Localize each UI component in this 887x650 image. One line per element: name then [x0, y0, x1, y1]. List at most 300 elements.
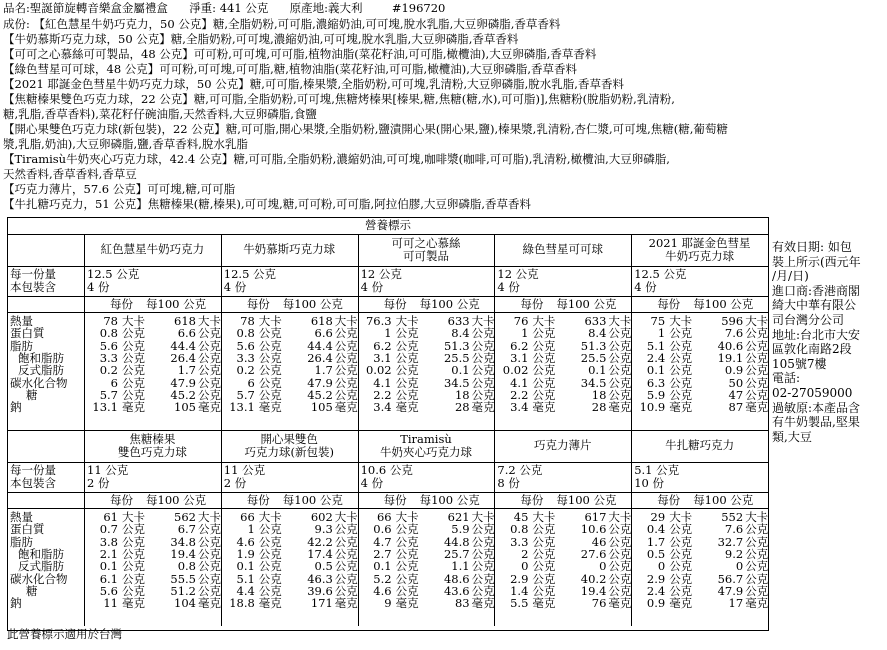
per-serving-unit: 公克: [395, 571, 419, 586]
per-serving-value: 0.1: [646, 363, 666, 378]
per-100g-value: 1.7: [314, 363, 333, 378]
per-serving-unit: 公克: [669, 387, 693, 402]
per-serving-unit: 大卡: [122, 314, 145, 328]
per-serving-unit: 公克: [395, 583, 419, 598]
per-serving-value: 9: [384, 596, 392, 611]
per-serving-value: 0.9: [646, 596, 666, 611]
per-serving-value: 3.4: [510, 400, 529, 415]
per-serving-unit: 公克: [395, 522, 419, 537]
per-100g-value: 105: [310, 400, 333, 415]
nutrient-row-label: 飽和脂肪: [18, 350, 64, 365]
per-serving-value: 6.2: [510, 338, 529, 353]
per-serving-unit: 公克: [395, 559, 419, 574]
per-serving-value: 18.8: [229, 596, 255, 611]
per-serving-value: 5.1: [646, 338, 666, 353]
serving-size-value: 5.1 公克: [634, 463, 680, 477]
per-100g-unit: 公克: [334, 387, 358, 402]
per-serving-value: 5.2: [373, 571, 392, 586]
per-100g-value: 621: [447, 510, 470, 524]
per-100g-value: 46.3: [307, 571, 333, 586]
per-100g-unit: 公克: [608, 326, 632, 341]
product-name: 焦糖榛果: [129, 432, 176, 446]
per-serving-unit: 公克: [122, 326, 145, 341]
per-serving-unit: 公克: [258, 338, 282, 353]
per-100g-unit: 公克: [471, 363, 495, 378]
product-code: #196720: [391, 1, 446, 15]
per-serving-unit: 大卡: [122, 510, 145, 524]
product-name: 牛扎糖巧克力: [665, 438, 735, 452]
per-100g-unit: 公克: [745, 583, 769, 598]
serving-size-value: 12 公克: [360, 267, 402, 281]
per-serving-value: 0.8: [510, 522, 529, 537]
footer-note: 此營養標示適用於台灣: [7, 627, 122, 641]
per-100g-value: 26.4: [170, 350, 196, 365]
per-100g-value: 17.4: [307, 546, 333, 561]
per-100g-value: 10.6: [580, 522, 607, 537]
per-serving-value: 1: [521, 326, 529, 341]
nutrient-row-label: 碳水化合物: [10, 571, 68, 586]
per-serving-value: 5.5: [510, 596, 529, 611]
nutrient-row-label: 碳水化合物: [10, 375, 68, 390]
per-serving-value: 4.4: [236, 583, 255, 598]
per-100g-value: 83: [454, 596, 470, 611]
nutrient-row-label: 鈉: [10, 596, 22, 611]
per-serving-unit: 公克: [122, 559, 145, 574]
per-serving-unit: 公克: [532, 583, 556, 598]
per-serving-unit: 公克: [669, 571, 693, 586]
per-100g-unit: 公克: [745, 350, 769, 365]
per-100g-value: 47.9: [307, 375, 333, 390]
per-100g-unit: 公克: [198, 559, 221, 574]
per-100g-unit: 大卡: [198, 510, 221, 524]
per-100g-unit: 公克: [198, 534, 221, 549]
per-100g-value: 9.2: [724, 546, 744, 561]
ingredient-line: 【牛奶慕斯巧克力球，50 公克】糖,全脂奶粉,可可塊,濃縮奶油,可可塊,脫水乳脂,大豆卵磷脂,香草香料: [3, 32, 519, 46]
per-100g-unit: 公克: [471, 522, 495, 537]
grid-hline: [8, 234, 768, 235]
per-100g-value: 171: [310, 596, 333, 611]
per-serving-value: 2.4: [646, 350, 666, 365]
per-100g-value: 55.5: [170, 571, 196, 586]
per-serving-unit: 公克: [395, 534, 419, 549]
nutrient-row-label: 蛋白質: [10, 326, 45, 341]
per-100g-unit: 毫克: [198, 400, 221, 415]
per-100g-header: 每100 公克: [282, 493, 343, 507]
product-name-line2: 牛奶夾心巧克力球: [379, 445, 472, 459]
per-serving-unit: 公克: [258, 522, 282, 537]
per-100g-value: 32.7: [717, 534, 744, 549]
per-serving-header: 每份: [110, 493, 133, 507]
per-100g-value: 56.7: [717, 571, 744, 586]
serving-size-value: 12 公克: [497, 267, 539, 281]
per-100g-unit: 公克: [198, 571, 221, 586]
per-100g-value: 50: [728, 375, 744, 390]
serving-size-value: 11 公克: [223, 463, 266, 477]
nutrient-row-label: 脂肪: [10, 338, 33, 353]
ingredient-line: 【開心果雙色巧克力球(新包裝)，22 公克】糖,可可脂,開心果漿,全脂奶粉,鹽漬開心果(開心果,鹽),榛果漿,乳清粉,杏仁漿,可可塊,焦糖(糖,葡萄糖: [3, 122, 728, 136]
per-serving-header: 每份: [520, 297, 544, 311]
per-100g-unit: 公克: [198, 338, 221, 353]
per-100g-unit: 公克: [334, 571, 358, 586]
side-info-line: 有牛奶製品,堅果: [772, 415, 860, 430]
grid-hline: [8, 312, 768, 313]
per-100g-unit: 公克: [745, 326, 769, 341]
per-serving-value: 4.7: [373, 534, 392, 549]
per-100g-unit: 公克: [608, 522, 632, 537]
per-serving-unit: 大卡: [532, 510, 556, 524]
per-100g-value: 28: [591, 400, 607, 415]
per-100g-unit: 公克: [608, 583, 632, 598]
per-serving-value: 0.8: [236, 326, 255, 341]
per-100g-value: 39.6: [307, 583, 333, 598]
per-100g-unit: 毫克: [334, 400, 358, 415]
nutrient-row-label: 飽和脂肪: [18, 546, 64, 561]
per-serving-unit: 毫克: [532, 400, 556, 415]
per-100g-value: 34.5: [580, 375, 607, 390]
per-serving-unit: 毫克: [532, 596, 556, 611]
per-100g-value: 19.4: [580, 583, 607, 598]
product-label: 品名:: [3, 1, 30, 15]
per-100g-value: 105: [174, 400, 196, 415]
per-serving-value: 10.9: [639, 400, 666, 415]
product-name: 巧克力薄片: [534, 438, 592, 452]
per-serving-value: 0.6: [373, 522, 392, 537]
per-serving-unit: 公克: [532, 338, 556, 353]
per-100g-value: 6.7: [177, 522, 196, 537]
per-100g-unit: 公克: [471, 338, 495, 353]
per-serving-value: 5.9: [646, 387, 666, 402]
per-serving-value: 4.6: [373, 583, 392, 598]
per-serving-unit: 公克: [122, 350, 145, 365]
product-name: 聖誕節旋轉音樂盒金屬禮盒: [29, 1, 168, 15]
side-info-line: 區敦化南路2段: [772, 342, 852, 357]
per-serving-unit: 公克: [122, 387, 145, 402]
per-100g-unit: 毫克: [334, 596, 358, 611]
per-serving-unit: 公克: [395, 350, 419, 365]
per-100g-unit: 大卡: [334, 510, 358, 524]
per-serving-unit: 毫克: [122, 400, 145, 415]
servings-per-package-label: 本包裝含: [10, 280, 56, 294]
per-100g-unit: 公克: [745, 559, 769, 574]
per-100g-value: 44.4: [307, 338, 333, 353]
per-serving-value: 61: [103, 510, 118, 524]
nutrient-row-label: 熱量: [10, 314, 33, 328]
ingredient-line: 【可可之心慕絲可可製品，48 公克】可可粉,可可塊,可可脂,植物油脂(菜花籽油,可可脂,橄欖油),大豆卵磷脂,香草香料: [3, 47, 597, 61]
per-serving-unit: 公克: [532, 522, 556, 537]
per-serving-header: 每份: [383, 297, 407, 311]
per-100g-value: 6.6: [177, 326, 196, 341]
per-100g-value: 8.4: [451, 326, 470, 341]
grid-hline: [8, 508, 768, 509]
serving-size-value: 11 公克: [87, 463, 129, 477]
nutrient-row-label: 熱量: [10, 510, 33, 524]
per-serving-unit: 大卡: [258, 510, 282, 524]
per-100g-value: 51.3: [580, 338, 607, 353]
per-serving-unit: 公克: [669, 350, 693, 365]
per-100g-unit: 公克: [471, 534, 495, 549]
per-serving-value: 4.1: [510, 375, 529, 390]
product-name: 牛奶慕斯巧克力球: [243, 242, 336, 256]
per-serving-unit: 公克: [669, 375, 693, 390]
product-name-line2: 牛奶巧克力球: [665, 249, 735, 263]
per-100g-unit: 公克: [745, 363, 769, 378]
product-name: Tiramisù: [400, 432, 452, 446]
origin-label: 原產地:: [289, 1, 329, 15]
per-serving-value: 13.1: [92, 400, 118, 415]
nutrient-row-label: 鈉: [10, 400, 22, 415]
per-100g-value: 1.7: [177, 363, 196, 378]
per-serving-value: 0.4: [646, 522, 666, 537]
per-serving-header: 每份: [246, 297, 270, 311]
per-serving-value: 0.2: [99, 363, 118, 378]
servings-count-value: 4 份: [497, 280, 520, 294]
per-serving-unit: 公克: [122, 571, 145, 586]
per-100g-value: 47: [728, 387, 744, 402]
per-serving-unit: 大卡: [395, 510, 419, 524]
per-100g-unit: 大卡: [471, 510, 495, 524]
per-serving-unit: 公克: [669, 546, 693, 561]
per-serving-unit: 公克: [258, 387, 282, 402]
nutrient-row-label: 反式脂肪: [18, 559, 64, 574]
serving-size-label: 每一份量: [10, 267, 56, 281]
product-name-line2: 雙色巧克力球: [117, 445, 187, 459]
per-100g-unit: 公克: [745, 375, 769, 390]
per-serving-value: 66: [376, 510, 392, 524]
per-100g-value: 47.9: [717, 583, 744, 598]
side-info-line: 過敏原:本產品含: [772, 400, 861, 415]
per-serving-unit: 公克: [395, 338, 419, 353]
per-100g-unit: 公克: [471, 559, 495, 574]
side-info-line: 105號7樓: [772, 356, 827, 371]
per-100g-unit: 公克: [608, 350, 632, 365]
serving-size-value: 12.5 公克: [87, 267, 140, 281]
per-serving-unit: 公克: [532, 546, 556, 561]
per-serving-value: 4.6: [236, 534, 255, 549]
per-100g-value: 25.7: [443, 546, 470, 561]
ingredient-line: 天然香料,香草香料,香草豆: [3, 167, 137, 181]
per-serving-unit: 公克: [122, 363, 145, 378]
servings-count-value: 2 份: [223, 476, 247, 490]
per-100g-value: 76: [591, 596, 607, 611]
per-serving-header: 每份: [110, 297, 133, 311]
per-100g-value: 0.1: [451, 363, 470, 378]
nutrition-title: 營養標示: [365, 218, 411, 232]
per-100g-unit: 公克: [334, 534, 358, 549]
per-100g-unit: 公克: [334, 375, 358, 390]
per-100g-unit: 大卡: [471, 314, 495, 328]
per-100g-unit: 公克: [471, 350, 495, 365]
per-100g-value: 19.1: [717, 350, 744, 365]
weight-value: 441 公克: [219, 1, 269, 15]
per-serving-unit: 公克: [669, 583, 693, 598]
side-info-line: 進口商:香港商閣: [772, 283, 861, 298]
per-100g-value: 18: [454, 387, 470, 402]
servings-count-value: 4 份: [634, 280, 657, 294]
per-serving-unit: 毫克: [395, 596, 419, 611]
per-100g-value: 0.5: [314, 559, 333, 574]
per-serving-unit: 公克: [395, 326, 419, 341]
per-serving-unit: 公克: [395, 387, 419, 402]
per-100g-value: 104: [174, 596, 196, 611]
per-100g-unit: 毫克: [745, 596, 769, 611]
per-serving-value: 0: [657, 559, 666, 574]
per-serving-value: 6.1: [99, 571, 118, 586]
per-serving-value: 1.9: [236, 546, 255, 561]
per-serving-unit: 公克: [532, 363, 556, 378]
servings-per-package-label: 本包裝含: [10, 476, 56, 490]
per-serving-value: 2.1: [99, 546, 118, 561]
per-serving-value: 2: [521, 546, 529, 561]
per-100g-value: 46: [591, 534, 607, 549]
per-100g-unit: 大卡: [745, 510, 769, 524]
per-serving-unit: 毫克: [258, 400, 282, 415]
per-serving-unit: 大卡: [258, 314, 282, 328]
per-100g-unit: 公克: [198, 326, 221, 341]
per-serving-value: 78: [103, 314, 118, 328]
per-serving-value: 1: [247, 522, 255, 537]
per-100g-value: 48.6: [443, 571, 470, 586]
per-100g-unit: 大卡: [745, 314, 769, 328]
per-serving-value: 66: [240, 510, 255, 524]
per-serving-value: 78: [240, 314, 255, 328]
per-serving-unit: 公克: [669, 534, 693, 549]
per-serving-unit: 公克: [669, 326, 693, 341]
per-serving-value: 45: [513, 510, 529, 524]
per-serving-unit: 公克: [258, 571, 282, 586]
per-serving-value: 11: [103, 596, 118, 611]
side-info-line: 綺大中華有限公: [772, 298, 857, 313]
servings-count-value: 4 份: [87, 280, 110, 294]
servings-count-value: 4 份: [360, 476, 384, 490]
per-serving-unit: 毫克: [122, 596, 145, 611]
per-100g-unit: 公克: [334, 363, 358, 378]
per-100g-value: 18: [591, 387, 607, 402]
per-100g-unit: 公克: [198, 522, 221, 537]
per-serving-value: 5.7: [236, 387, 255, 402]
ingredient-line: 【牛扎糖巧克力，51 公克】焦糖榛果(糖,榛果),可可塊,糖,可可粉,可可脂,阿拉伯膠,大豆卵磷脂,香草香料: [3, 197, 532, 211]
per-serving-value: 5.7: [99, 387, 118, 402]
per-serving-unit: 公克: [532, 350, 556, 365]
per-serving-unit: 公克: [122, 534, 145, 549]
per-serving-value: 5.6: [99, 583, 118, 598]
per-100g-value: 633: [447, 314, 470, 328]
per-100g-unit: 公克: [471, 571, 495, 586]
per-serving-value: 0.1: [236, 559, 255, 574]
per-serving-value: 2.2: [373, 387, 392, 402]
per-serving-unit: 大卡: [669, 510, 693, 524]
ingredient-line: 【Tiramisù牛奶夾心巧克力球，42.4 公克】糖,可可脂,全脂奶粉,濃縮奶油,可可塊,咖啡漿(咖啡,可可脂),乳清粉,橄欖油,大豆卵磷脂,: [3, 152, 670, 166]
per-100g-unit: 大卡: [608, 510, 632, 524]
per-100g-unit: 公克: [745, 338, 769, 353]
per-100g-value: 40.6: [717, 338, 744, 353]
product-name: 開心果雙色: [260, 432, 318, 446]
per-100g-unit: 公克: [745, 387, 769, 402]
per-100g-unit: 公克: [471, 326, 495, 341]
grid-hline: [8, 430, 768, 431]
per-serving-value: 0.1: [373, 559, 392, 574]
per-100g-value: 9.3: [314, 522, 333, 537]
per-serving-unit: 公克: [669, 338, 693, 353]
per-100g-value: 28: [454, 400, 470, 415]
per-100g-unit: 公克: [608, 546, 632, 561]
per-100g-value: 5.9: [451, 522, 470, 537]
side-info-line: 電話:: [772, 371, 801, 386]
per-serving-unit: 公克: [258, 583, 282, 598]
per-serving-value: 29: [650, 510, 666, 524]
per-serving-unit: 公克: [532, 534, 556, 549]
servings-count-value: 2 份: [87, 476, 110, 490]
per-100g-value: 596: [721, 314, 744, 328]
per-100g-unit: 公克: [198, 387, 221, 402]
per-100g-unit: 公克: [334, 326, 358, 341]
servings-count-value: 4 份: [223, 280, 247, 294]
per-100g-unit: 公克: [471, 546, 495, 561]
per-serving-value: 2.9: [510, 571, 529, 586]
per-serving-value: 76.3: [365, 314, 392, 328]
per-serving-value: 1.7: [646, 534, 666, 549]
per-100g-value: 34.8: [170, 534, 196, 549]
per-serving-value: 0.8: [99, 326, 118, 341]
product-name: 可可之心慕絲: [391, 236, 461, 250]
servings-count-value: 8 份: [497, 476, 520, 490]
per-serving-value: 0: [521, 559, 529, 574]
per-100g-unit: 公克: [608, 363, 632, 378]
per-100g-unit: 公克: [608, 559, 632, 574]
per-100g-unit: 大卡: [198, 314, 221, 328]
per-100g-value: 25.5: [443, 350, 470, 365]
nutrient-row-label: 反式脂肪: [18, 363, 64, 378]
per-100g-unit: 公克: [745, 522, 769, 537]
per-100g-value: 87: [728, 400, 744, 415]
per-serving-unit: 公克: [258, 326, 282, 341]
per-100g-unit: 公克: [198, 546, 221, 561]
ingredient-line: 糖,乳脂,香草香料),菜花籽仔碗油脂,天然香料,大豆卵磷脂,食鹽: [3, 107, 317, 121]
per-100g-unit: 毫克: [608, 596, 632, 611]
ingredient-line: 【2021 耶誕金色彗星牛奶巧克力球，50 公克】糖,可可脂,榛果漿,全脂奶粉,可可塊,乳清粉,大豆卵磷脂,脫水乳脂,香草香料: [3, 77, 624, 91]
per-serving-value: 5.1: [236, 571, 255, 586]
per-100g-unit: 公克: [608, 534, 632, 549]
per-serving-unit: 公克: [395, 546, 419, 561]
product-name-line2: 巧克力球(新包裝): [244, 445, 334, 459]
nutrient-row-label: 脂肪: [10, 534, 33, 549]
per-100g-value: 633: [584, 314, 607, 328]
per-serving-unit: 公克: [122, 338, 145, 353]
per-serving-value: 75: [650, 314, 666, 328]
per-serving-value: 6.2: [373, 338, 392, 353]
per-100g-value: 34.5: [443, 375, 470, 390]
per-serving-unit: 毫克: [395, 400, 419, 415]
per-serving-value: 3.4: [373, 400, 392, 415]
per-serving-unit: 公克: [258, 375, 282, 390]
per-serving-value: 0.02: [365, 363, 392, 378]
side-info-line: 類,大豆: [772, 429, 812, 444]
per-100g-unit: 公克: [745, 546, 769, 561]
per-serving-value: 3.1: [373, 350, 392, 365]
per-100g-value: 617: [584, 510, 607, 524]
per-serving-value: 3.8: [99, 534, 118, 549]
per-serving-value: 6: [110, 375, 118, 390]
per-serving-unit: 大卡: [532, 314, 556, 328]
per-100g-unit: 公克: [745, 534, 769, 549]
per-100g-unit: 公克: [198, 375, 221, 390]
per-serving-value: 0.2: [236, 363, 255, 378]
per-serving-value: 0.1: [99, 559, 118, 574]
per-100g-unit: 公克: [334, 559, 358, 574]
per-serving-header: 每份: [246, 493, 270, 507]
nutrient-row-label: 糖: [26, 583, 38, 598]
side-info: [772, 240, 884, 444]
per-serving-unit: 大卡: [395, 314, 419, 328]
